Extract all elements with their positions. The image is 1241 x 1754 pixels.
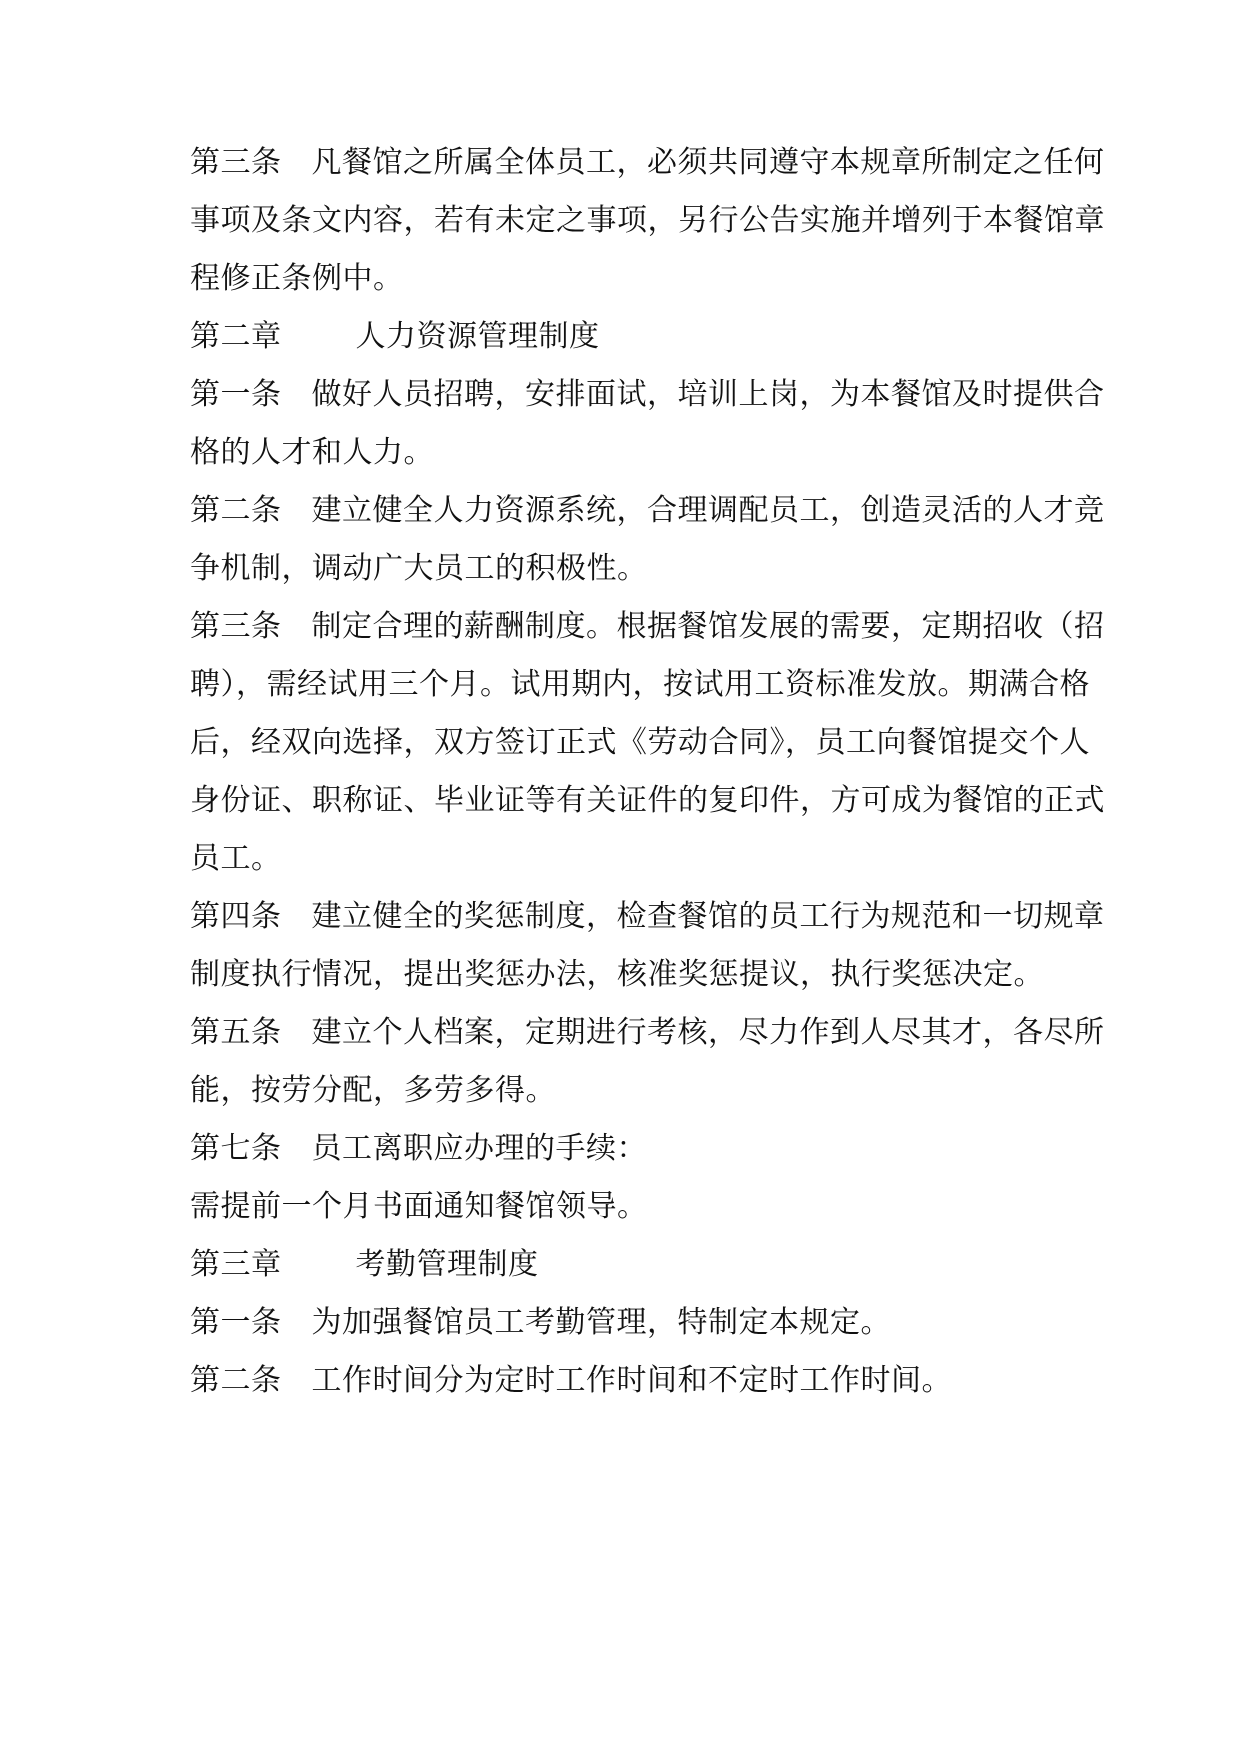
article-text: 为加强餐馆员工考勤管理，特制定本规定。 <box>311 1305 891 1340</box>
article-line <box>190 491 1105 531</box>
article-line <box>190 143 1105 183</box>
article-text: 凡餐馆之所属全体员工，必须共同遵守本规章所制定之任何 <box>311 145 1105 180</box>
article-text: 建立健全人力资源系统，合理调配员工，创造灵活的人才竞 <box>311 493 1105 528</box>
article-number: 第五条 <box>190 1015 282 1050</box>
article-text: 员工离职应办理的手续： <box>311 1131 647 1166</box>
article-line <box>190 1013 1105 1053</box>
article-line <box>190 375 1105 415</box>
article-number: 第二条 <box>190 1363 282 1398</box>
article-text: 建立个人档案，定期进行考核，尽力作到人尽其才，各尽所 <box>311 1015 1105 1050</box>
text-line: 需提前一个月书面通知餐馆领导。 <box>190 1189 648 1224</box>
chapter-number: 第二章 <box>190 319 282 354</box>
text-line: 后，经双向选择，双方签订正式《劳动合同》，员工向餐馆提交个人 <box>190 725 1090 760</box>
text-line: 程修正条例中。 <box>190 261 404 296</box>
article-number: 第七条 <box>190 1131 282 1166</box>
chapter-title: 考勤管理制度 <box>355 1247 539 1282</box>
text-line: 争机制，调动广大员工的积极性。 <box>190 551 648 586</box>
text-line: 制度执行情况，提出奖惩办法，核准奖惩提议，执行奖惩决定。 <box>190 957 1044 992</box>
article-text: 做好人员招聘，安排面试，培训上岗，为本餐馆及时提供合 <box>311 377 1105 412</box>
text-line: 聘），需经试用三个月。试用期内，按试用工资标准发放。期满合格 <box>190 667 1090 702</box>
article-text: 制定合理的薪酬制度。根据餐馆发展的需要，定期招收（招 <box>311 609 1105 644</box>
chapter-title: 人力资源管理制度 <box>355 319 600 354</box>
article-line <box>190 607 1105 647</box>
article-number: 第二条 <box>190 493 282 528</box>
article-line <box>190 897 1105 937</box>
article-number: 第三条 <box>190 609 282 644</box>
text-line: 员工。 <box>190 841 282 876</box>
article-text: 建立健全的奖惩制度，检查餐馆的员工行为规范和一切规章 <box>311 899 1105 934</box>
chapter-heading <box>190 317 600 357</box>
chapter-heading <box>190 1245 539 1285</box>
article-number: 第一条 <box>190 1305 282 1340</box>
article-line <box>190 1303 891 1343</box>
chapter-number: 第三章 <box>190 1247 282 1282</box>
article-number: 第三条 <box>190 145 282 180</box>
text-line: 能，按劳分配，多劳多得。 <box>190 1073 556 1108</box>
article-text: 工作时间分为定时工作时间和不定时工作时间。 <box>311 1363 952 1398</box>
article-line <box>190 1129 647 1169</box>
article-line <box>190 1361 952 1401</box>
article-number: 第四条 <box>190 899 282 934</box>
text-line: 事项及条文内容，若有未定之事项，另行公告实施并增列于本餐馆章 <box>190 203 1105 238</box>
article-number: 第一条 <box>190 377 282 412</box>
text-line: 身份证、职称证、毕业证等有关证件的复印件，方可成为餐馆的正式 <box>190 783 1105 818</box>
text-line: 格的人才和人力。 <box>190 435 434 470</box>
